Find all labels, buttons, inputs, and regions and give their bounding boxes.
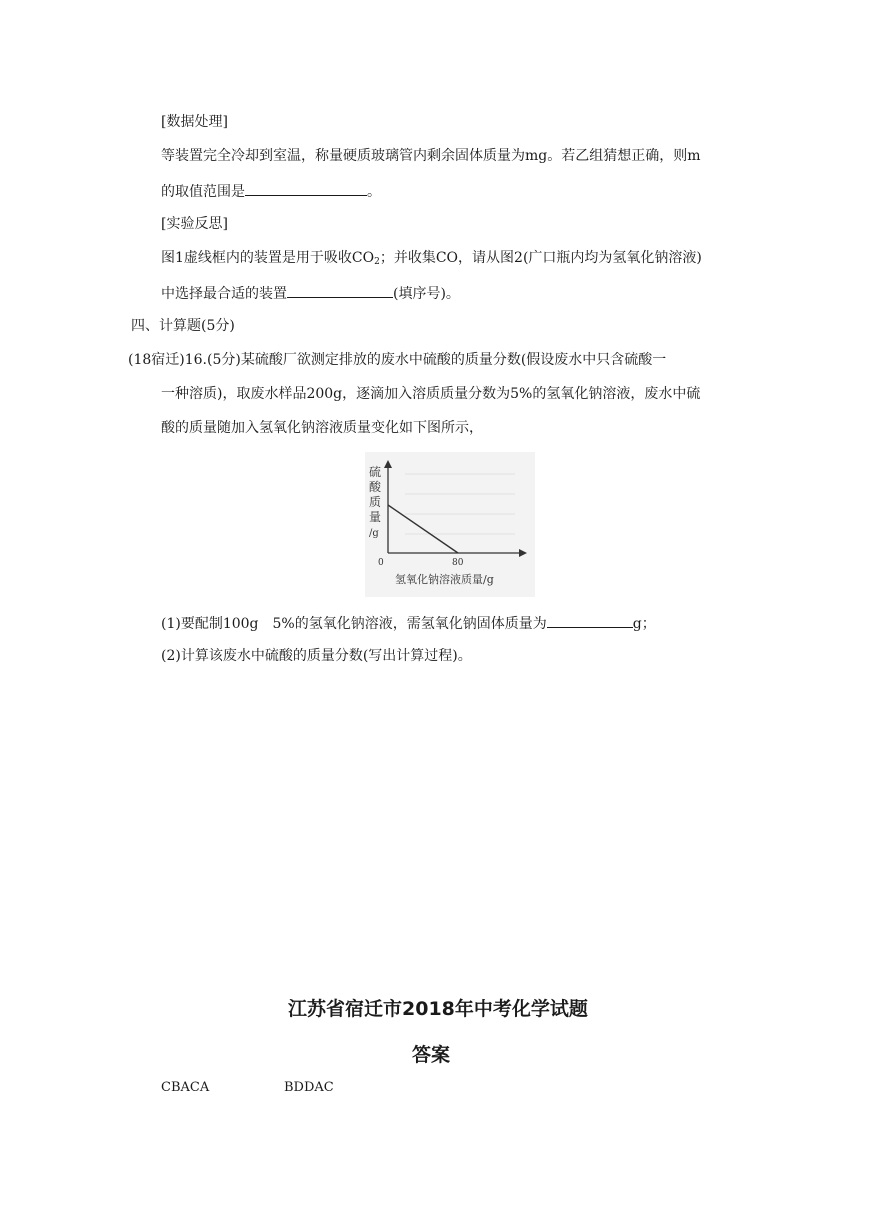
device-suffix: (填序号)。 xyxy=(393,286,460,302)
sub-question-1 xyxy=(161,612,656,634)
origin-label: 0 xyxy=(378,558,384,568)
section-four-heading: 四、计算题(5分) xyxy=(131,318,235,334)
y-axis-label-char: 酸 xyxy=(369,480,382,494)
y-axis-label-char: 量 xyxy=(369,510,382,524)
data-processing-heading: [数据处理] xyxy=(161,114,228,130)
x-tick-label: 80 xyxy=(452,558,464,568)
reflection-text-1 xyxy=(161,248,702,272)
answer-blank-naoh-mass[interactable] xyxy=(547,612,633,628)
sub-question-2: (2)计算该废水中硫酸的质量分数(写出计算过程)。 xyxy=(161,648,472,664)
sub-question-1-unit: g； xyxy=(632,616,656,632)
question-16-line-3: 酸的质量随加入氢氧化钠溶液质量变化如下图所示， xyxy=(161,420,483,436)
question-16-line-2: 一种溶质)，取废水样品200g，逐滴加入溶质质量分数为5%的氢氧化钠溶液，废水中硫 xyxy=(161,386,701,402)
device-prompt: 中选择最合适的装置 xyxy=(161,286,287,302)
answer-subtitle: 答案 xyxy=(412,1044,451,1066)
range-end-punct: 。 xyxy=(367,184,381,200)
co2-subscript: 2 xyxy=(374,257,380,267)
x-axis-label: 氢氧化钠溶液质量/g xyxy=(395,573,494,586)
range-prompt: 的取值范围是 xyxy=(161,184,245,200)
question-16-line-1: (18宿迁)16.(5分)某硫酸厂欲测定排放的废水中硫酸的质量分数(假设废水中只含硫酸一 xyxy=(128,352,667,368)
answer-blank-device[interactable] xyxy=(287,282,393,298)
y-axis-label-char: /g xyxy=(369,528,379,539)
reflection-heading: [实验反思] xyxy=(161,216,228,232)
data-processing-text-1: 等装置完全冷却到室温，称量硬质玻璃管内剩余固体质量为mg。若乙组猜想正确，则m xyxy=(161,148,701,164)
reflection-text-2 xyxy=(161,282,460,304)
reflection-text-1b: ；并收集CO，请从图2(广口瓶内均为氢氧化钠溶液) xyxy=(379,250,702,266)
answer-group-1: CBACA xyxy=(161,1080,210,1095)
reflection-text-1a: 图1虚线框内的装置是用于吸收CO xyxy=(161,250,375,266)
sulfuric-acid-chart xyxy=(365,452,535,597)
answer-group-2: BDDAC xyxy=(284,1080,334,1095)
y-axis-label-char: 质 xyxy=(369,495,382,509)
answer-page-title: 江苏省宿迁市2018年中考化学试题 xyxy=(288,998,588,1020)
y-axis-label-char: 硫 xyxy=(369,465,382,479)
answer-blank-range[interactable] xyxy=(245,180,367,196)
sub-question-1-prompt: (1)要配制100g 5%的氢氧化钠溶液，需氢氧化钠固体质量为 xyxy=(161,616,547,632)
data-processing-text-2 xyxy=(161,180,381,202)
